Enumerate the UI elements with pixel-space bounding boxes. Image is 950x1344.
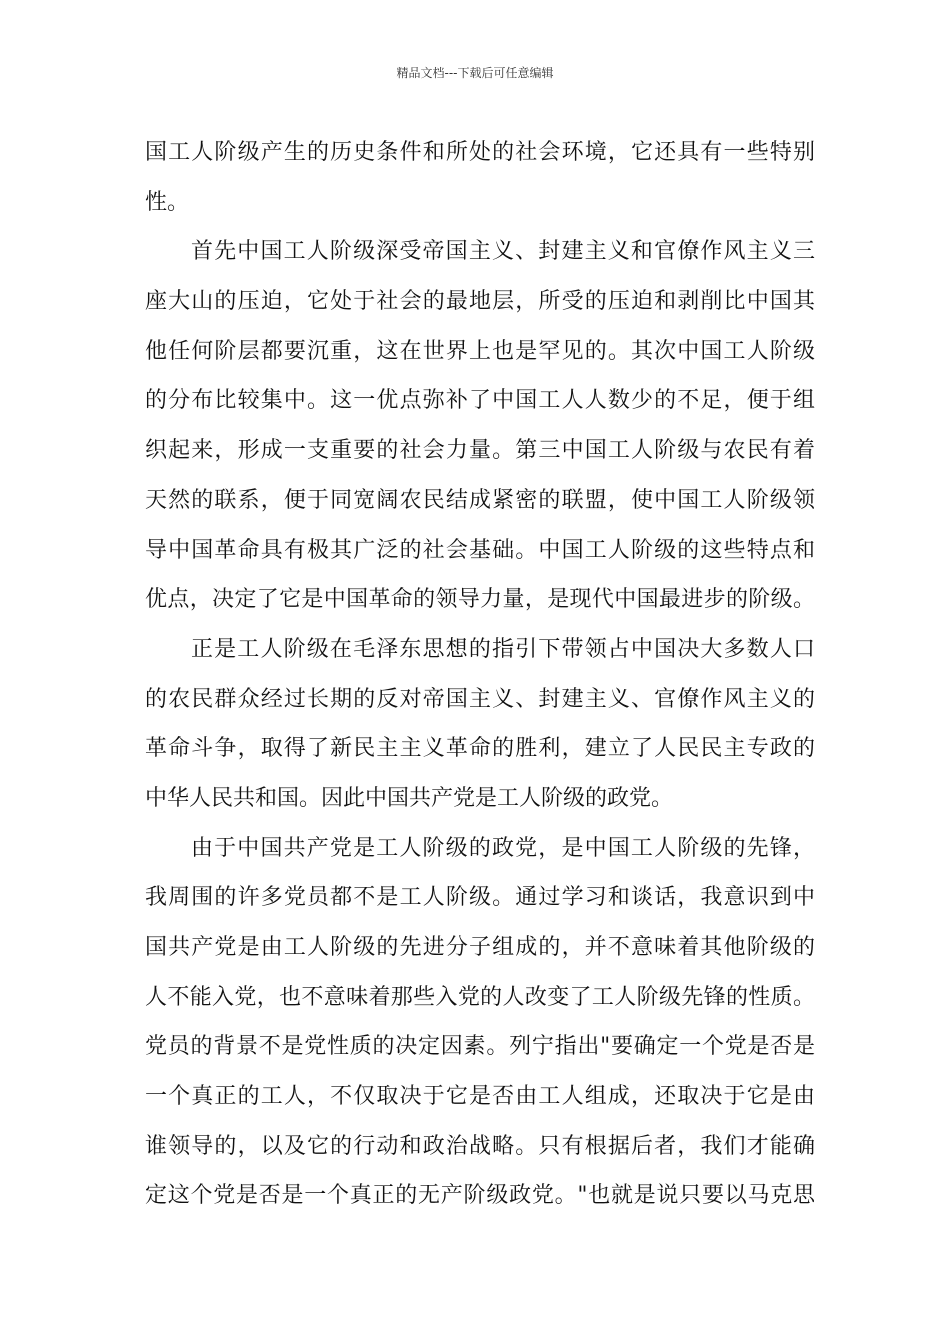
text-line: 的农民群众经过长期的反对帝国主义、封建主义、官僚作风主义的 bbox=[145, 686, 817, 712]
text-line: 人不能入党，也不意味着那些入党的人改变了工人阶级先锋的性质。 bbox=[145, 984, 816, 1010]
text-line: 一个真正的工人，不仅取决于它是否由工人组成，还取决于它是由 bbox=[145, 1084, 817, 1110]
text-line: 性。 bbox=[145, 189, 190, 215]
text-line: 座大山的压迫，它处于社会的最地层，所受的压迫和剥削比中国其 bbox=[145, 289, 817, 315]
text-line: 织起来，形成一支重要的社会力量。第三中国工人阶级与农民有着 bbox=[145, 438, 817, 464]
page-header: 精品文档---下载后可任意编辑 bbox=[396, 66, 554, 80]
text-line: 他任何阶层都要沉重，这在世界上也是罕见的。其次中国工人阶级 bbox=[145, 338, 817, 364]
text-line: 国共产党是由工人阶级的先进分子组成的，并不意味着其他阶级的 bbox=[145, 935, 817, 960]
text-line: 由于中国共产党是工人阶级的政党，是中国工人阶级的先锋， bbox=[191, 835, 817, 861]
text-line: 革命斗争，取得了新民主主义革命的胜利，建立了人民民主专政的 bbox=[145, 736, 817, 762]
text-line: 中华人民共和国。因此中国共产党是工人阶级的政党。 bbox=[145, 785, 674, 811]
text-line: 谁领导的，以及它的行动和政治战略。只有根据后者，我们才能确 bbox=[145, 1133, 817, 1159]
text-line: 党员的背景不是党性质的决定因素。列宁指出"要确定一个党是否是 bbox=[145, 1034, 816, 1060]
text-line: 我周围的许多党员都不是工人阶级。通过学习和谈话，我意识到中 bbox=[145, 885, 817, 911]
text-line: 首先中国工人阶级深受帝国主义、封建主义和官僚作风主义三 bbox=[191, 239, 817, 265]
text-line: 优点，决定了它是中国革命的领导力量，是现代中国最进步的阶级。 bbox=[145, 587, 816, 613]
body-text bbox=[145, 128, 815, 1221]
text-line: 国工人阶级产生的历史条件和所处的社会环境，它还具有一些特别 bbox=[145, 140, 817, 165]
text-line: 正是工人阶级在毛泽东思想的指引下带领占中国决大多数人口 bbox=[191, 636, 817, 662]
text-line: 导中国革命具有极其广泛的社会基础。中国工人阶级的这些特点和 bbox=[145, 537, 817, 563]
text-line: 的分布比较集中。这一优点弥补了中国工人人数少的不足，便于组 bbox=[145, 388, 817, 414]
text-line: 定这个党是否是一个真正的无产阶级政党。"也就是说只要以马克思 bbox=[145, 1183, 816, 1209]
text-line: 天然的联系，便于同宽阔农民结成紧密的联盟，使中国工人阶级领 bbox=[145, 487, 817, 513]
